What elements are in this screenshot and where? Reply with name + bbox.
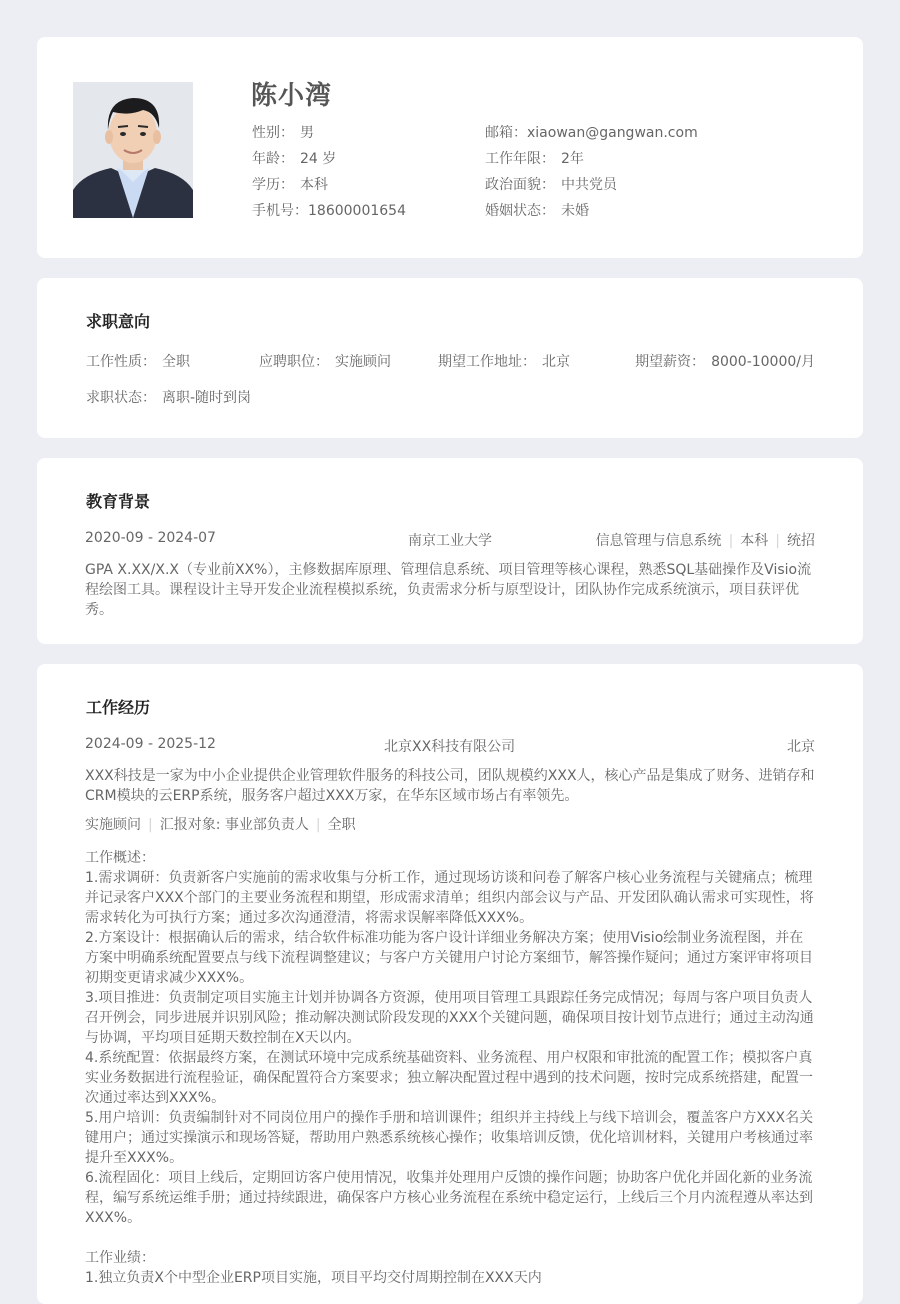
section-title-intention: 求职意向 bbox=[86, 312, 151, 331]
report-to: 汇报对象: 事业部负责人 bbox=[159, 817, 309, 833]
location-row bbox=[438, 351, 570, 371]
phone-label: 手机号： bbox=[252, 203, 308, 219]
overview-item: 5.用户培训：负责编制针对不同岗位用户的操作手册和培训课件；组织并主持线上与线下培训会，覆盖客户方XXX名关键用户；通过实操演示和现场答疑，帮助用户熟悉系统核心操作；收集培训反馈，优化培训材料，关键用户考核通过率提升至XXX%。 bbox=[85, 1110, 814, 1166]
achievement-item: 1.独立负责X个中型企业ERP项目实施，项目平均交付周期控制在XXX天内 bbox=[85, 1270, 542, 1286]
divider: | bbox=[775, 533, 780, 549]
section-title-education: 教育背景 bbox=[86, 492, 151, 511]
work-years-value: 2年 bbox=[561, 151, 584, 167]
education-row bbox=[252, 174, 328, 194]
age-row bbox=[252, 148, 336, 168]
marital-label: 婚姻状态： bbox=[485, 203, 555, 219]
section-title-work: 工作经历 bbox=[86, 698, 151, 717]
avatar bbox=[73, 82, 193, 218]
work-years-row bbox=[485, 148, 584, 168]
work-city: 北京 bbox=[787, 739, 815, 755]
overview-item: 1.需求调研：负责新客户实施前的需求收集与分析工作，通过现场访谈和问卷了解客户核心业务流程与关键痛点；梳理并记录客户XXX个部门的主要业务流程和期望，形成需求清单；组织内部会议与产品、开发团队确认需求可实现性，将需求转化为可执行方案；通过多次沟通澄清，将需求误解率降低XXX%。 bbox=[85, 870, 814, 926]
salary-value: 8000-10000/月 bbox=[711, 354, 815, 370]
gender-label: 性别： bbox=[252, 125, 294, 141]
gender-row bbox=[252, 122, 314, 142]
education-description: GPA X.XX/X.X（专业前XX%），主修数据库原理、管理信息系统、项目管理等核心课程，熟悉SQL基础操作及Visio流程绘图工具。课程设计主导开发企业流程模拟系统，负责需求分析与原型设计，团队协作完成系统演示，项目获评优秀。 bbox=[85, 562, 812, 618]
location-value: 北京 bbox=[542, 354, 570, 370]
marital-row bbox=[485, 200, 589, 220]
job-status-value: 离职-随时到岗 bbox=[162, 390, 252, 406]
position-row bbox=[259, 351, 391, 371]
political-value: 中共党员 bbox=[561, 177, 617, 193]
job-status-label: 求职状态： bbox=[86, 390, 156, 406]
basic-info-card bbox=[37, 37, 863, 258]
major: 信息管理与信息系统 bbox=[595, 533, 722, 549]
enrollment-type: 统招 bbox=[787, 533, 815, 549]
political-row bbox=[485, 174, 617, 194]
email-label: 邮箱： bbox=[485, 125, 527, 141]
age-value: 24 岁 bbox=[300, 151, 337, 167]
position-value: 实施顾问 bbox=[335, 354, 391, 370]
divider: | bbox=[315, 817, 321, 833]
education-period: 2020-09 - 2024-07 bbox=[85, 530, 216, 546]
political-label: 政治面貌： bbox=[485, 177, 555, 193]
job-type: 全职 bbox=[327, 817, 356, 833]
overview-item: 4.系统配置：依据最终方案，在测试环境中完成系统基础资料、业务流程、用户权限和审批流的配置工作；模拟客户真实业务数据进行流程验证，确保配置符合方案要求；独立解决配置过程中遇到的技术问题，按时完成系统搭建，配置一次通过率达到XXX%。 bbox=[85, 1050, 813, 1106]
position-label: 应聘职位： bbox=[259, 354, 329, 370]
company-name: 北京XX科技有限公司 bbox=[384, 739, 516, 755]
education-tags bbox=[596, 530, 815, 550]
profile-photo bbox=[73, 82, 193, 218]
email-value: xiaowan@gangwan.com bbox=[527, 125, 698, 141]
gender-value: 男 bbox=[300, 125, 314, 141]
achievement-label: 工作业绩： bbox=[85, 1250, 155, 1266]
work-years-label: 工作年限： bbox=[485, 151, 555, 167]
salary-label: 期望薪资： bbox=[635, 354, 706, 370]
work-type-row bbox=[86, 351, 190, 371]
marital-value: 未婚 bbox=[561, 203, 589, 219]
overview-item: 2.方案设计：根据确认后的需求，结合软件标准功能为客户设计详细业务解决方案；使用Visio绘制业务流程图，并在方案中明确系统配置要点与线下流程调整建议；与客户方关键用户讨论方案细节，解答操作疑问；通过方案评审将项目初期变更请求减少XXX%。 bbox=[85, 930, 813, 986]
overview-item: 6.流程固化：项目上线后，定期回访客户使用情况，收集并处理用户反馈的操作问题；协助客户优化并固化新的业务流程，编写系统运维手册；通过持续跟进，确保客户方核心业务流程在系统中稳定运行，上线后三个月内流程遵从率达到XXX%。 bbox=[85, 1170, 813, 1226]
overview-item: 3.项目推进：负责制定项目实施主计划并协调各方资源，使用项目管理工具跟踪任务完成情况；每周与客户项目负责人召开例会，同步进展并识别风险；推动解决测试阶段发现的XXX个关键问题，确保项目按计划节点进行；通过主动沟通与协调，平均项目延期天数控制在X天以内。 bbox=[85, 990, 814, 1046]
candidate-name: 陈小湾 bbox=[251, 81, 333, 111]
work-tags bbox=[85, 814, 356, 834]
education-label: 学历： bbox=[252, 177, 294, 193]
school-name: 南京工业大学 bbox=[408, 533, 492, 549]
work-period: 2024-09 - 2025-12 bbox=[85, 736, 216, 752]
email-row bbox=[485, 122, 698, 142]
salary-row bbox=[635, 351, 815, 371]
work-experience-card bbox=[37, 664, 863, 1304]
spacer bbox=[85, 1228, 815, 1248]
role: 实施顾问 bbox=[85, 817, 141, 833]
work-type-label: 工作性质： bbox=[86, 354, 156, 370]
phone-row bbox=[252, 200, 406, 220]
work-type-value: 全职 bbox=[162, 354, 190, 370]
divider: | bbox=[148, 817, 153, 833]
divider: | bbox=[728, 533, 734, 549]
phone-value: 18600001654 bbox=[308, 203, 406, 219]
job-intention-card bbox=[37, 278, 863, 438]
location-label: 期望工作地址： bbox=[438, 354, 536, 370]
degree: 本科 bbox=[740, 533, 769, 549]
job-status-row bbox=[86, 387, 251, 407]
education-card bbox=[37, 458, 863, 644]
education-value: 本科 bbox=[300, 177, 328, 193]
age-label: 年龄： bbox=[252, 151, 294, 167]
company-description: XXX科技是一家为中小企业提供企业管理软件服务的科技公司，团队规模约XXX人，核心产品是集成了财务、进销存和CRM模块的云ERP系统，服务客户超过XXX万家，在华东区域市场占有率领先。 bbox=[85, 768, 815, 804]
work-overview bbox=[85, 848, 815, 1288]
overview-label: 工作概述： bbox=[85, 850, 155, 866]
